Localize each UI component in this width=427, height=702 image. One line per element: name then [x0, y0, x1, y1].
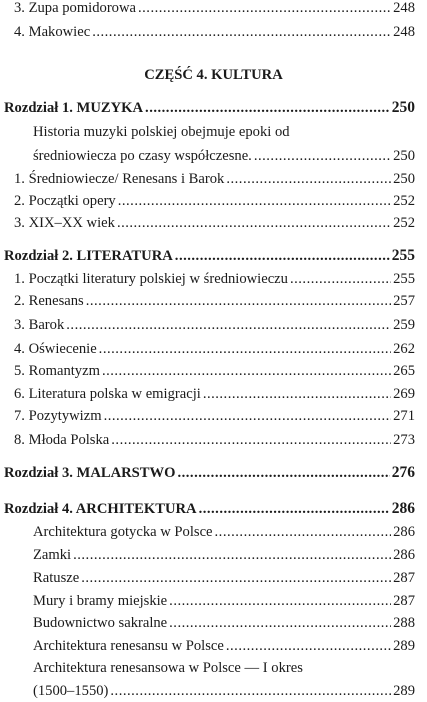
part-heading: CZĘŚĆ 4. KULTURA — [144, 67, 283, 83]
chapter-title: Rozdział 2. LITERATURA — [4, 248, 173, 264]
entry-title: Ratusze — [33, 570, 80, 586]
entry-title: 4. Makowiec — [14, 24, 91, 40]
entry-title: Mury i bramy miejskie — [33, 593, 168, 609]
chapter-page: 255 — [391, 247, 415, 264]
dot-leader — [138, 0, 391, 19]
toc-entry — [14, 405, 415, 427]
entry-page: 288 — [393, 615, 415, 631]
dot-leader — [81, 567, 391, 589]
entry-title: 1. Średniowiecze/ Renesans i Barok — [14, 171, 225, 187]
entry-title: 1. Początki literatury polskiej w średniowieczu — [14, 271, 288, 287]
entry-title: 2. Początki opery — [14, 193, 116, 209]
chapter-title: Rozdział 3. MALARSTWO — [4, 465, 176, 481]
entry-title: Architektura renesansu w Polsce — [33, 638, 224, 654]
dot-leader — [169, 612, 391, 634]
dot-leader — [175, 245, 390, 267]
entry-page: 287 — [393, 593, 415, 609]
dot-leader — [104, 405, 392, 427]
dot-leader — [226, 635, 391, 657]
entry-page: 259 — [393, 317, 415, 333]
entry-title: 6. Literatura polska w emigracji — [14, 386, 201, 402]
dot-leader — [169, 590, 391, 612]
entry-page: 265 — [393, 363, 415, 379]
entry-title-line: Architektura renesansowa w Polsce — I okres — [33, 660, 303, 676]
entry-title: 3. Barok — [14, 317, 65, 333]
dot-leader — [111, 429, 391, 451]
entry-page: 269 — [393, 386, 415, 402]
dot-leader — [99, 338, 391, 360]
dot-leader — [110, 680, 391, 702]
toc-entry — [14, 314, 415, 336]
dot-leader — [102, 360, 391, 382]
toc-entry — [14, 21, 415, 43]
toc-entry — [14, 190, 415, 212]
toc-entry — [33, 680, 415, 702]
dot-leader — [177, 462, 389, 484]
dot-leader — [92, 21, 391, 43]
toc-entry — [33, 544, 415, 566]
dot-leader — [73, 544, 391, 566]
entry-page: 248 — [393, 24, 415, 40]
toc-entry — [33, 521, 415, 543]
toc-entry — [14, 360, 415, 382]
entry-page: 289 — [393, 638, 415, 654]
toc-entry — [33, 567, 415, 589]
dot-leader — [117, 212, 391, 234]
entry-page: 289 — [393, 683, 415, 699]
dot-leader — [226, 168, 391, 190]
toc-entry — [14, 338, 415, 360]
toc-entry — [33, 612, 415, 634]
entry-page: 262 — [393, 341, 415, 357]
entry-title: 3. Zupa pomidorowa — [14, 0, 136, 16]
toc-entry — [14, 0, 415, 19]
entry-page: 271 — [393, 408, 415, 424]
entry-title: Zamki — [33, 547, 72, 563]
toc-entry — [14, 383, 415, 405]
entry-page: 252 — [393, 215, 415, 231]
entry-page: 286 — [393, 524, 415, 540]
chapter-heading — [4, 245, 415, 267]
entry-title-line: Historia muzyki polskiej obejmuje epoki od — [33, 124, 290, 140]
dot-leader — [290, 268, 391, 290]
chapter-title: Rozdział 4. ARCHITEKTURA — [4, 501, 197, 517]
entry-title: (1500–1550) — [33, 683, 109, 699]
dot-leader — [215, 521, 392, 543]
entry-title: 2. Renesans — [14, 293, 84, 309]
entry-title: 4. Oświecenie — [14, 341, 97, 357]
entry-page: 252 — [393, 193, 415, 209]
entry-page: 250 — [393, 148, 415, 164]
dot-leader — [66, 314, 391, 336]
entry-page: 255 — [393, 271, 415, 287]
entry-page: 287 — [393, 570, 415, 586]
toc-entry — [14, 212, 415, 234]
entry-title: 5. Romantyzm — [14, 363, 100, 379]
toc-entry — [14, 429, 415, 451]
chapter-page: 250 — [391, 99, 415, 116]
dot-leader — [145, 97, 390, 119]
toc-entry — [14, 168, 415, 190]
entry-page: 286 — [393, 547, 415, 563]
toc-entry — [14, 290, 415, 312]
entry-page: 273 — [393, 432, 415, 448]
dot-leader — [199, 498, 390, 520]
dot-leader — [203, 383, 391, 405]
dot-leader — [254, 145, 391, 167]
entry-page: 250 — [393, 171, 415, 187]
dot-leader — [118, 190, 391, 212]
entry-title: Architektura gotycka w Polsce — [33, 524, 213, 540]
entry-title: 7. Pozytywizm — [14, 408, 102, 424]
entry-title: 3. XIX–XX wiek — [14, 215, 115, 231]
chapter-heading — [4, 462, 415, 484]
toc-entry — [33, 145, 415, 167]
chapter-page: 286 — [391, 500, 415, 517]
entry-title: Budownictwo sakralne — [33, 615, 168, 631]
entry-page: 248 — [393, 0, 415, 16]
entry-title: średniowiecza po czasy współczesne. — [33, 148, 252, 164]
toc-entry — [14, 268, 415, 290]
toc-entry — [33, 590, 415, 612]
chapter-heading — [4, 498, 415, 520]
dot-leader — [86, 290, 391, 312]
toc-entry — [33, 635, 415, 657]
entry-title: 8. Młoda Polska — [14, 432, 110, 448]
chapter-heading — [4, 97, 415, 119]
chapter-title: Rozdział 1. MUZYKA — [4, 100, 144, 116]
chapter-page: 276 — [391, 464, 415, 481]
entry-page: 257 — [393, 293, 415, 309]
